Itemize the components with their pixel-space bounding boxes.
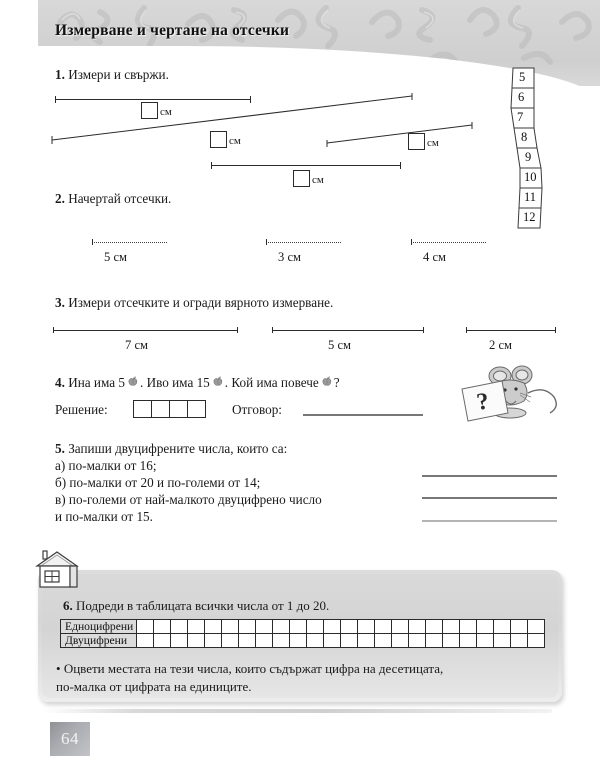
exercise-3-number: 3. [55,295,65,310]
exercise-4-prompt [55,374,340,391]
table-cell[interactable] [375,634,392,648]
dotted-segment-2b-tick-left [266,239,267,245]
answer-box-1b[interactable] [210,131,227,148]
segment-1c [325,121,475,147]
table-cell[interactable] [341,634,358,648]
solution-cell[interactable] [152,401,170,417]
table-cell[interactable] [528,634,545,648]
dotted-segment-2b [266,242,341,243]
table-cell[interactable] [307,620,324,634]
exercise-5-line-0: а) по-малки от 16; [55,458,157,473]
table-cell[interactable] [171,620,188,634]
solution-cell[interactable] [170,401,188,417]
table-cell[interactable] [426,620,443,634]
exercise-4-text-2: . Иво има 15 [139,375,210,390]
table-cell[interactable] [137,634,154,648]
table-cell[interactable] [460,620,477,634]
table-cell[interactable] [477,634,494,648]
table-cell[interactable] [528,620,545,634]
table-cell[interactable] [443,620,460,634]
table-cell[interactable] [409,620,426,634]
segment-1d [211,165,401,166]
table-cell[interactable] [392,634,409,648]
dotted-segment-2a [92,242,167,243]
dotted-segment-2c-tick-left [411,239,412,245]
exercise-2-text: Начертай отсечки. [68,191,172,206]
exercise-5-number: 5. [55,441,65,456]
footer-rule [42,709,552,713]
table-cell[interactable] [443,634,460,648]
exercise-6-note-text-1: Оцвети местата на тези числа, които съдържат цифра на десетицата, [63,661,444,676]
table-cell[interactable] [188,620,205,634]
table-cell[interactable] [494,634,511,648]
table-cell[interactable] [239,620,256,634]
table-row[interactable] [61,634,545,648]
table-cell[interactable] [256,620,273,634]
exercise-5-answer-line-2[interactable] [422,520,557,522]
table-cell[interactable] [358,620,375,634]
table-cell[interactable] [273,634,290,648]
exercise-2-label-2: 4 см [423,250,447,264]
table-cell[interactable] [222,620,239,634]
segment-3c-tick-left [466,327,467,333]
strip-number-1: 6 [518,90,525,104]
exercise-6-note-line-2: по-малка от цифрата на единиците. [56,679,252,694]
strip-number-7: 12 [523,210,536,224]
table-cell[interactable] [426,634,443,648]
exercise-4-number: 4. [55,375,65,390]
number-strip-shape [500,66,556,232]
answer-box-1c[interactable] [408,133,425,150]
table-cell[interactable] [171,634,188,648]
svg-text:?: ? [474,388,491,416]
strip-number-0: 5 [519,70,526,84]
solution-cell[interactable] [134,401,152,417]
table-cell[interactable] [256,634,273,648]
segment-1d-tick-right [400,162,401,169]
table-row[interactable] [61,620,545,634]
segment-3c-tick-right [555,327,556,333]
segment-3b [272,330,424,331]
exercise-3-text: Измери отсечките и огради вярното измерване. [68,295,334,310]
exercise-4-answer-line[interactable] [303,414,423,416]
unit-label-1a: см [160,106,172,118]
exercise-6-table[interactable] [60,619,545,648]
number-strip [500,66,556,232]
exercise-3-label-0: 7 см [125,338,149,352]
segment-1d-tick-left [211,162,212,169]
unit-label-1b: см [229,135,241,147]
answer-box-1d[interactable] [293,170,310,187]
exercise-6-number: 6. [63,598,73,613]
exercise-6-note-line-1 [56,660,443,677]
strip-number-4: 9 [525,150,532,164]
table-cell[interactable] [392,620,409,634]
exercise-6-prompt [63,597,329,614]
apple-icon [125,375,140,390]
unit-label-1c: см [427,137,439,149]
page-title: Измерване и чертане на отсечки [55,22,290,39]
strip-number-2: 7 [517,110,524,124]
exercise-5-prompt [55,440,287,457]
table-cell[interactable] [477,620,494,634]
exercise-4-text-3: . Кой има повече [224,375,319,390]
apple-icon [210,375,225,390]
table-cell[interactable] [324,634,341,648]
table-cell[interactable] [222,634,239,648]
exercise-6-text: Подреди в таблицата всички числа от 1 до 20. [76,598,330,613]
exercise-5-line-2: в) по-големи от най-малкото двуцифрено число [55,492,322,507]
strip-number-3: 8 [521,130,528,144]
exercise-4-answer-label: Отговор: [232,402,282,417]
strip-number-5: 10 [524,170,537,184]
segment-3b-tick-right [423,327,424,333]
exercise-2-label-1: 3 см [278,250,302,264]
table-cell[interactable] [290,634,307,648]
table-cell[interactable] [460,634,477,648]
exercise-3-label-2: 2 см [489,338,513,352]
table-cell[interactable] [307,634,324,648]
exercise-5-answer-line-1[interactable] [422,497,557,499]
exercise-4-solution-label: Решение: [55,402,108,417]
table-cell[interactable] [188,634,205,648]
table-cell[interactable] [154,620,171,634]
table-cell[interactable] [154,634,171,648]
mouse-question-icon [458,363,562,425]
segment-3a [53,330,238,331]
table-cell[interactable] [273,620,290,634]
table-cell[interactable] [341,620,358,634]
exercise-5-text: Запиши двуцифрените числа, които са: [68,441,288,456]
table-cell[interactable] [137,620,154,634]
table-cell[interactable] [239,634,256,648]
exercise-3-prompt [55,294,333,311]
unit-label-1d: см [312,174,324,186]
table-cell[interactable] [205,620,222,634]
segment-3a-tick-left [53,327,54,333]
exercise-1-number: 1. [55,67,65,82]
page-number: 64 [50,722,90,756]
exercise-2-prompt [55,190,171,207]
exercise-2-label-0: 5 см [104,250,128,264]
exercise-4-text-4: ? [333,375,340,390]
table-cell[interactable] [409,634,426,648]
exercise-5-line-3: и по-малки от 15. [55,509,153,524]
table-row-header-0: Едноцифрени [61,620,137,634]
solution-cells[interactable] [133,400,206,418]
table-cell[interactable] [511,620,528,634]
table-row-header-1: Двуцифрени [61,634,137,648]
table-cell[interactable] [375,620,392,634]
exercise-5-answer-line-0[interactable] [422,475,557,477]
segment-3b-tick-left [272,327,273,333]
table-cell[interactable] [324,620,341,634]
segment-3c [466,330,556,331]
table-cell[interactable] [494,620,511,634]
bullet-marker: • [56,661,61,676]
dotted-segment-2c [411,242,486,243]
strip-number-6: 11 [524,190,537,204]
exercise-5-line-1: б) по-малки от 20 и по-големи от 14; [55,475,261,490]
exercise-1-prompt [55,66,169,83]
house-icon [34,549,82,591]
dotted-segment-2a-tick-left [92,239,93,245]
apple-icon [319,375,334,390]
table-cell[interactable] [358,634,375,648]
exercise-2-number: 2. [55,191,65,206]
solution-cell[interactable] [188,401,205,417]
table-cell[interactable] [511,634,528,648]
segment-3a-tick-right [237,327,238,333]
exercise-3-label-1: 5 см [328,338,352,352]
exercise-4-text-1: Ина има 5 [68,375,125,390]
exercise-1-text: Измери и свържи. [68,67,169,82]
table-cell[interactable] [205,634,222,648]
table-cell[interactable] [290,620,307,634]
